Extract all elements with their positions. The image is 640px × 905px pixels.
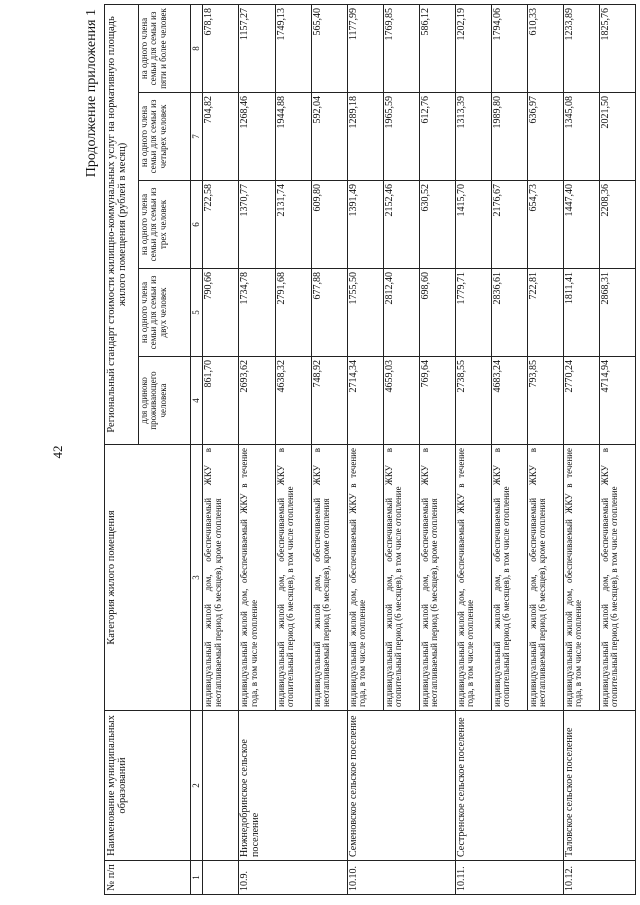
value-family-5: 1749,13 — [275, 4, 311, 92]
row-number: 10.9. — [239, 861, 347, 895]
value-single: 861,70 — [203, 357, 239, 445]
value-family-5: 1157,27 — [239, 4, 275, 92]
value-family-4: 1313,39 — [455, 93, 491, 181]
value-family-5: 1177,99 — [347, 4, 383, 92]
value-family-2: 1734,78 — [239, 269, 275, 357]
value-single: 4683,24 — [491, 357, 527, 445]
housing-category: индивидуальный жилой дом, обеспечиваемый ЖКУ в течение года, в том числе отопление — [563, 445, 599, 711]
header-family-4: на одного члена семьи для семьи из четырех человек — [139, 93, 191, 181]
value-single: 769,64 — [419, 357, 455, 445]
value-family-5: 1794,06 — [491, 4, 527, 92]
municipality-name: Сестренское сельское поселение — [455, 711, 563, 861]
row-number: 10.11. — [455, 861, 563, 895]
value-family-5: 678,18 — [203, 4, 239, 92]
header-family-2: на одного члена семьи для семьи из двух человек — [139, 269, 191, 357]
header-municipality: Наименование муниципальных образований — [105, 711, 191, 861]
value-single: 748,92 — [311, 357, 347, 445]
value-family-5: 586,12 — [419, 4, 455, 92]
housing-category: индивидуальный жилой дом, обеспечиваемый ЖКУ в неотапливаемый период (6 месяцев), кроме отопления — [527, 445, 563, 711]
value-family-5: 610,33 — [527, 4, 563, 92]
value-family-5: 565,40 — [311, 4, 347, 92]
value-family-2: 2868,31 — [599, 269, 635, 357]
header-no: № п/п — [105, 861, 191, 895]
value-single: 793,85 — [527, 357, 563, 445]
value-family-2: 1811,41 — [563, 269, 599, 357]
housing-category: индивидуальный жилой дом, обеспечиваемый ЖКУ в неотапливаемый период (6 месяцев), кроме отопления — [203, 445, 239, 711]
value-family-5: 1825,76 — [599, 4, 635, 92]
header-single: для одиноко проживающего человека — [139, 357, 191, 445]
value-family-3: 1391,49 — [347, 181, 383, 269]
column-number: 2 — [191, 711, 203, 861]
row-number: 10.10. — [347, 861, 455, 895]
value-single: 2738,55 — [455, 357, 491, 445]
value-family-4: 1345,08 — [563, 93, 599, 181]
column-number: 5 — [191, 269, 203, 357]
value-family-3: 609,80 — [311, 181, 347, 269]
housing-category: индивидуальный жилой дом, обеспечиваемый ЖКУ в течение года, в том числе отопление — [455, 445, 491, 711]
municipality-name: Таловское сельское поселение — [563, 711, 635, 861]
value-family-5: 1202,19 — [455, 4, 491, 92]
value-family-2: 2791,68 — [275, 269, 311, 357]
column-number-row — [191, 4, 203, 894]
regional-standard-table — [104, 4, 636, 895]
value-family-3: 654,73 — [527, 181, 563, 269]
value-family-4: 1944,88 — [275, 93, 311, 181]
housing-category: индивидуальный жилой дом, обеспечиваемый ЖКУ в отопительный период (6 месяцев), в том числе отопление — [383, 445, 419, 711]
row-number: 10.12. — [563, 861, 635, 895]
column-number: 7 — [191, 93, 203, 181]
value-family-3: 2176,67 — [491, 181, 527, 269]
value-family-3: 2152,46 — [383, 181, 419, 269]
value-family-4: 1989,80 — [491, 93, 527, 181]
value-family-3: 2131,74 — [275, 181, 311, 269]
value-single: 2770,24 — [563, 357, 599, 445]
value-family-3: 630,52 — [419, 181, 455, 269]
value-family-2: 2836,61 — [491, 269, 527, 357]
value-family-3: 1447,40 — [563, 181, 599, 269]
row-number — [203, 861, 239, 895]
table-row — [203, 4, 239, 894]
value-single: 4638,32 — [275, 357, 311, 445]
value-family-4: 1965,59 — [383, 93, 419, 181]
value-family-3: 2208,36 — [599, 181, 635, 269]
municipality-name: Семеновское сельское поселение — [347, 711, 455, 861]
housing-category: индивидуальный жилой дом, обеспечиваемый ЖКУ в течение года, в том числе отопление — [239, 445, 275, 711]
value-family-2: 1779,71 — [455, 269, 491, 357]
table-row — [455, 4, 491, 894]
column-number: 1 — [191, 861, 203, 895]
value-family-4: 1289,18 — [347, 93, 383, 181]
header-family-3: на одного члена семьи для семьи из трех человек — [139, 181, 191, 269]
value-family-2: 790,66 — [203, 269, 239, 357]
column-number: 6 — [191, 181, 203, 269]
housing-category: индивидуальный жилой дом, обеспечиваемый ЖКУ в неотапливаемый период (6 месяцев), кроме отопления — [311, 445, 347, 711]
value-family-4: 612,76 — [419, 93, 455, 181]
page-number: 42 — [50, 445, 65, 459]
value-family-3: 1415,70 — [455, 181, 491, 269]
housing-category: индивидуальный жилой дом, обеспечиваемый ЖКУ в течение года, в том числе отопление — [347, 445, 383, 711]
header-family-5: на одного члена семьи для семьи из пяти и более человек — [139, 4, 191, 92]
value-family-5: 1233,89 — [563, 4, 599, 92]
value-single: 2693,62 — [239, 357, 275, 445]
table-row — [239, 4, 275, 894]
value-family-2: 722,81 — [527, 269, 563, 357]
municipality-name — [203, 711, 239, 861]
value-single: 2714,34 — [347, 357, 383, 445]
housing-category: индивидуальный жилой дом, обеспечиваемый ЖКУ в отопительный период (6 месяцев), в том числе отопление — [599, 445, 635, 711]
header-category: Категория жилого помещения — [105, 445, 191, 711]
value-family-2: 2812,40 — [383, 269, 419, 357]
value-single: 4714,94 — [599, 357, 635, 445]
value-family-2: 1755,50 — [347, 269, 383, 357]
value-family-3: 1370,77 — [239, 181, 275, 269]
housing-category: индивидуальный жилой дом, обеспечиваемый ЖКУ в отопительный период (6 месяцев), в том числе отопление — [275, 445, 311, 711]
value-family-2: 677,88 — [311, 269, 347, 357]
value-family-4: 636,97 — [527, 93, 563, 181]
value-family-4: 592,04 — [311, 93, 347, 181]
column-number: 8 — [191, 4, 203, 92]
column-number: 4 — [191, 357, 203, 445]
column-number: 3 — [191, 445, 203, 711]
value-single: 4659,03 — [383, 357, 419, 445]
appendix-title: Продолжение приложения 1 — [84, 9, 99, 178]
municipality-name: Нижнедобринское сельское поселение — [239, 711, 347, 861]
value-family-4: 704,82 — [203, 93, 239, 181]
value-family-3: 722,58 — [203, 181, 239, 269]
table-row — [347, 4, 383, 894]
value-family-5: 1769,85 — [383, 4, 419, 92]
table-row — [563, 4, 599, 894]
value-family-2: 698,60 — [419, 269, 455, 357]
header-standard-group: Региональный стандарт стоимости жилищно-коммунальных услуг на нормативную площадь жилого помещения (рублей в месяц) — [105, 4, 139, 444]
value-family-4: 1268,46 — [239, 93, 275, 181]
rotated-document — [80, 5, 640, 895]
housing-category: индивидуальный жилой дом, обеспечиваемый ЖКУ в неотапливаемый период (6 месяцев), кроме отопления — [419, 445, 455, 711]
value-family-4: 2021,50 — [599, 93, 635, 181]
housing-category: индивидуальный жилой дом, обеспечиваемый ЖКУ в отопительный период (6 месяцев), в том числе отопление — [491, 445, 527, 711]
